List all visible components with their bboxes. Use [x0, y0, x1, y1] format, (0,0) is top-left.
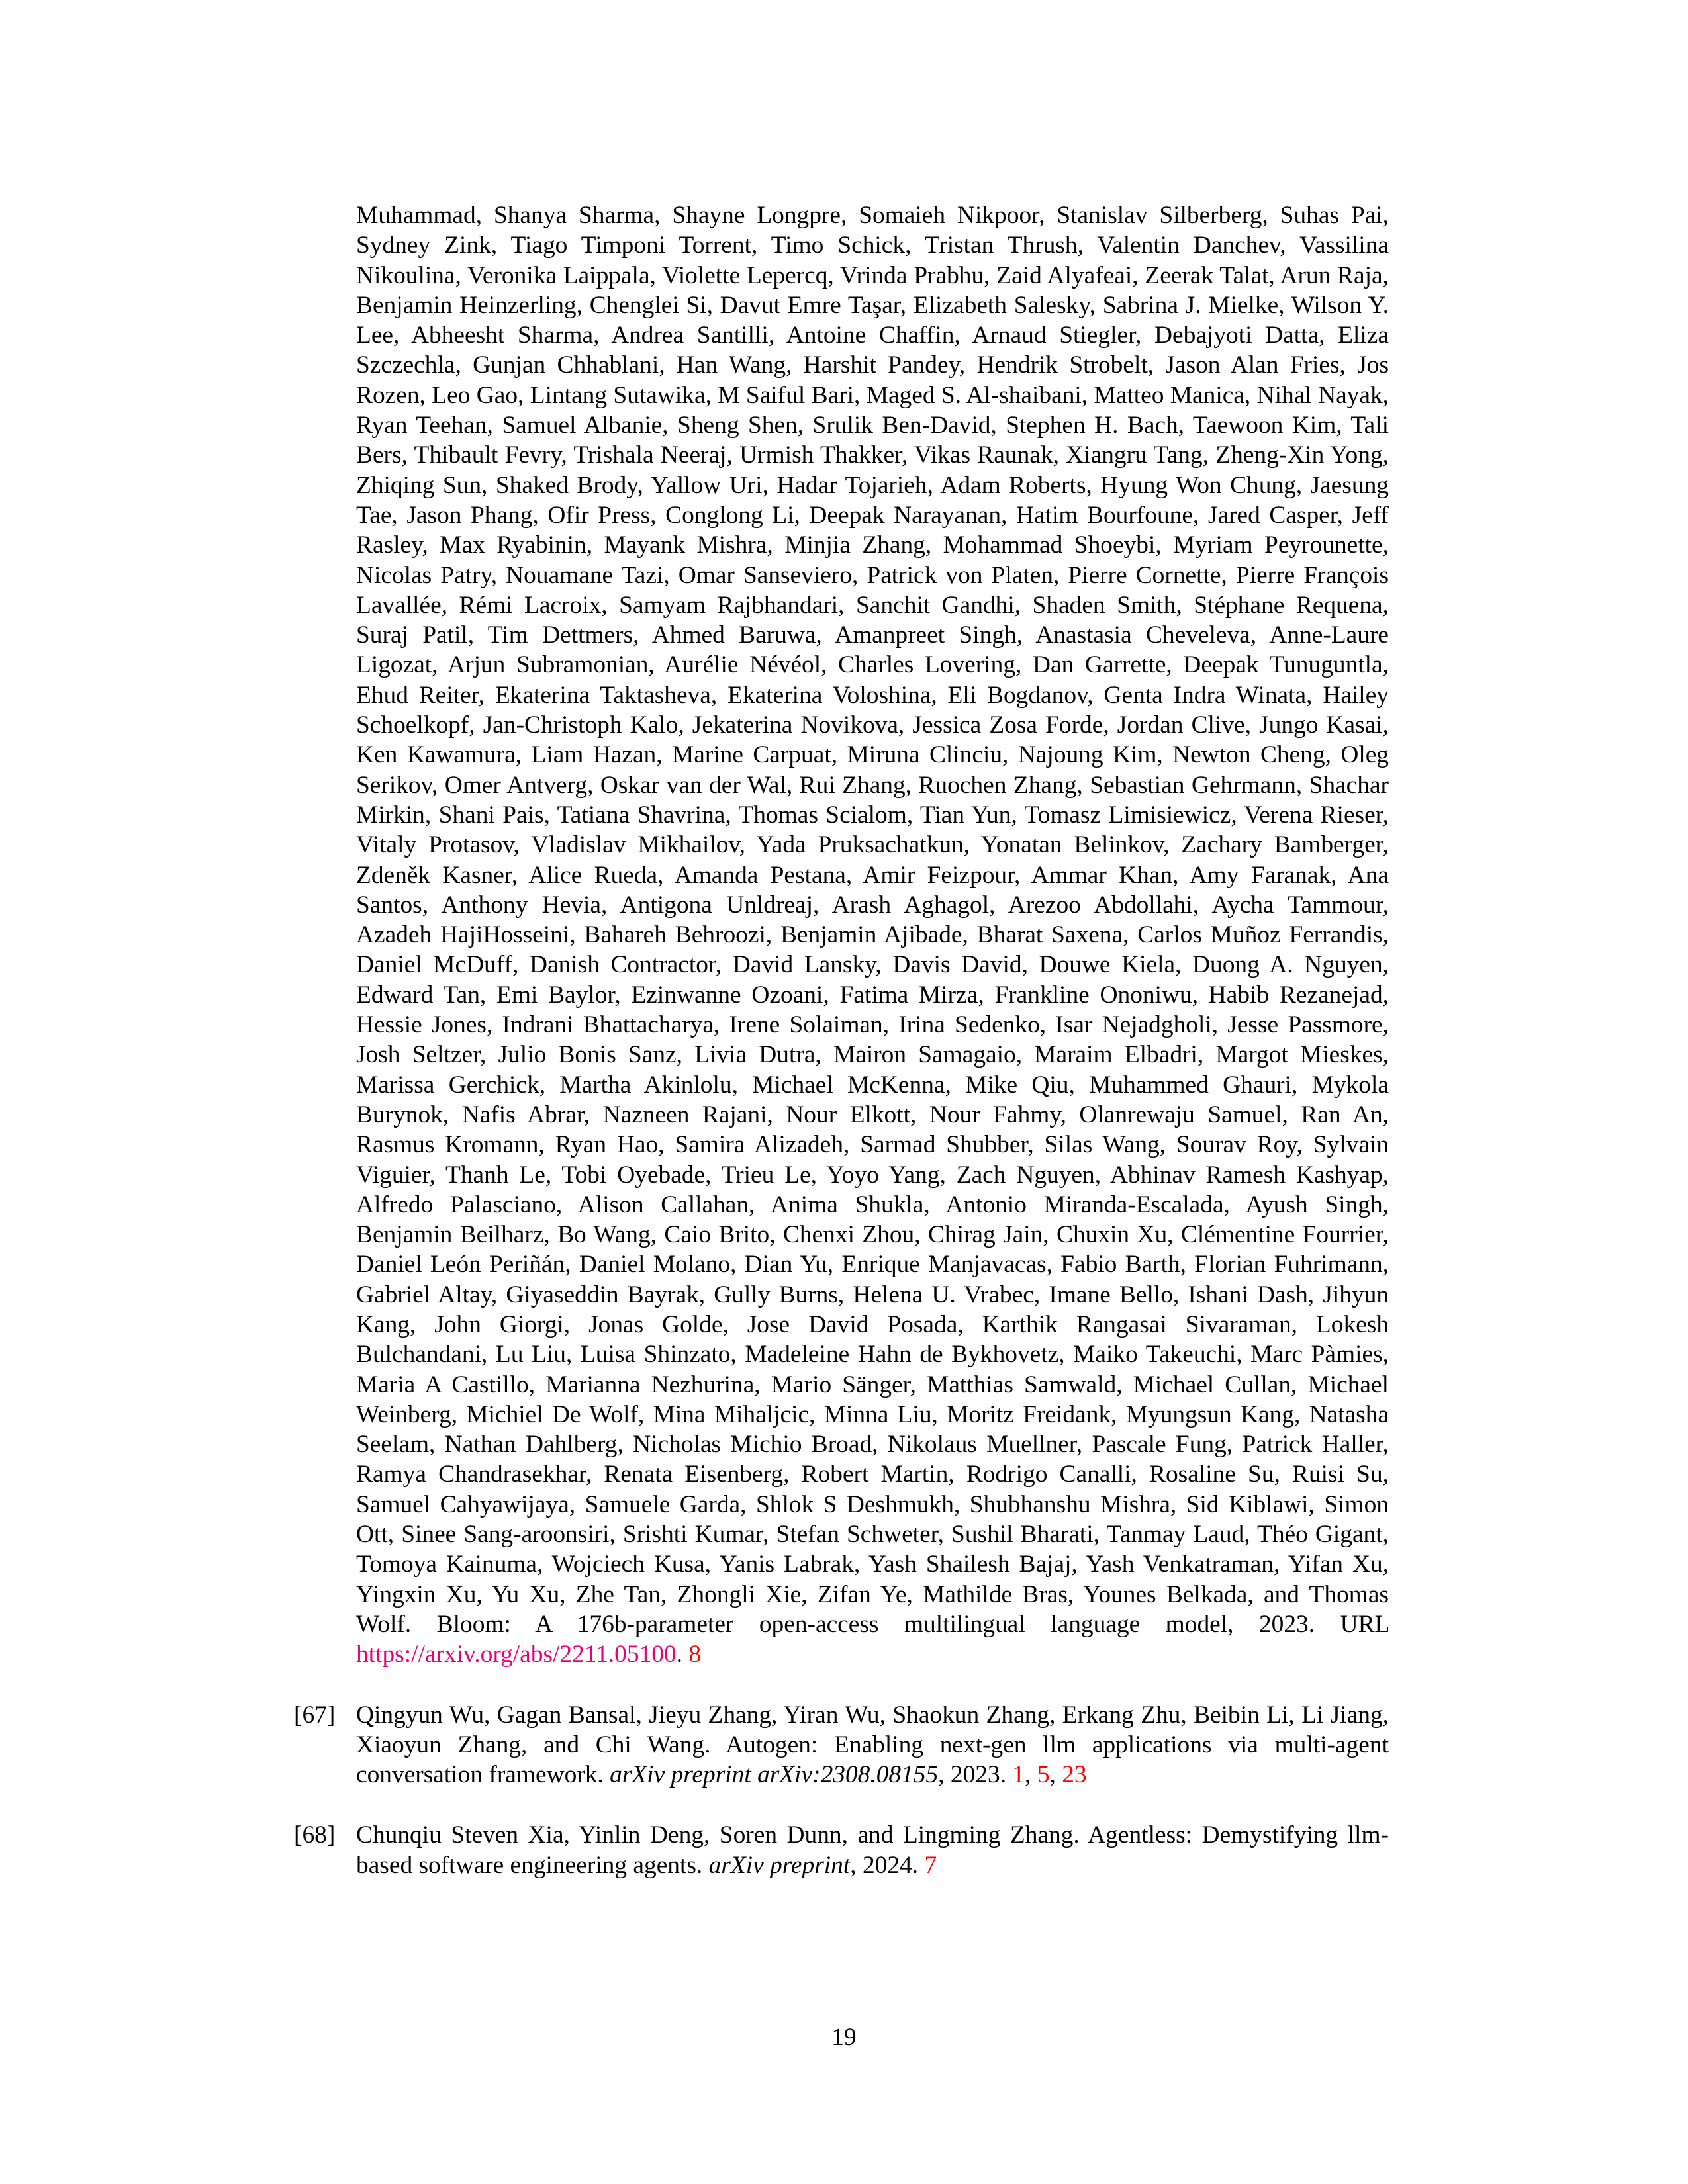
reference-68: [68] Chunqiu Steven Xia, Yinlin Deng, Soren Dunn, and Lingming Zhang. Agentless: Demystifying llm-based software engineering agents. arXiv preprint, 2024. 7	[294, 1821, 1389, 1879]
reference-number: [67]	[294, 1701, 336, 1729]
reference-title: Autogen: Enabling next-gen llm applications via multi-agent conversation framework.	[356, 1731, 1389, 1789]
reference-authors: Muhammad, Shanya Sharma, Shayne Longpre, Somaieh Nikpoor, Stanislav Silberberg, Suhas Pai, Sydney Zink, Tiago Timponi Torrent, Timo Schick, Tristan Thrush, Valentin Danchev, Vassilina Nikoulina, Veronika Laippala, Violette Lepercq, Vrinda Prabhu, Zaid Alyafeai, Zeerak Talat, Arun Raja, Benjamin Heinzerling, Chenglei Si, Davut Emre Taşar, Elizabeth Salesky, Sabrina J. Mielke, Wilson Y. Lee, Abheesht Sharma, Andrea Santilli, Antoine Chaffin, Arnaud Stiegler, Debajyoti Datta, Eliza Szczechla, Gunjan Chhablani, Han Wang, Harshit Pandey, Hendrik Strobelt, Jason Alan Fries, Jos Rozen, Leo Gao, Lintang Sutawika, M Saiful Bari, Maged S. Al-shaibani, Matteo Manica, Nihal Nayak, Ryan Teehan, Samuel Albanie, Sheng Shen, Srulik Ben-David, Stephen H. Bach, Taewoon Kim, Tali Bers, Thibault Fevry, Trishala Neeraj, Urmish Thakker, Vikas Raunak, Xiangru Tang, Zheng-Xin Yong, Zhiqing Sun, Shaked Brody, Yallow Uri, Hadar Tojarieh, Adam Roberts, Hyung Won Chung, Jaesung Tae, Jason Phang, Ofir Press, Conglong Li, Deepak Narayanan, Hatim Bourfoune, Jared Casper, Jeff Rasley, Max Ryabinin, Mayank Mishra, Minjia Zhang, Mohammad Shoeybi, Myriam Peyrounette, Nicolas Patry, Nouamane Tazi, Omar Sanseviero, Patrick von Platen, Pierre Cornette, Pierre François Lavallée, Rémi Lacroix, Samyam Rajbhandari, Sanchit Gandhi, Shaden Smith, Stéphane Requena, Suraj Patil, Tim Dettmers, Ahmed Baruwa, Amanpreet Singh, Anastasia Cheveleva, Anne-Laure Ligozat, Arjun Subramonian, Aurélie Névéol, Charles Lovering, Dan Garrette, Deepak Tunuguntla, Ehud Reiter, Ekaterina Taktasheva, Ekaterina Voloshina, Eli Bogdanov, Genta Indra Winata, Hailey Schoelkopf, Jan-Christoph Kalo, Jekaterina Novikova, Jessica Zosa Forde, Jordan Clive, Jungo Kasai, Ken Kawamura, Liam Hazan, Marine Carpuat, Miruna Clinciu, Najoung Kim, Newton Cheng, Oleg Serikov, Omer Antverg, Oskar van der Wal, Rui Zhang, Ruochen Zhang, Sebastian Gehrmann, Shachar Mirkin, Shani Pais, Tatiana Shavrina, Thomas Scialom, Tian Yun, Tomasz Limisiewicz, Verena Rieser, Vitaly Protasov, Vladislav Mikhailov, Yada Pruksachatkun, Yonatan Belinkov, Zachary Bamberger, Zdeněk Kasner, Alice Rueda, Amanda Pestana, Amir Feizpour, Ammar Khan, Amy Faranak, Ana Santos, Anthony Hevia, Antigona Unldreaj, Arash Aghagol, Arezoo Abdollahi, Aycha Tammour, Azadeh HajiHosseini, Bahareh Behroozi, Benjamin Ajibade, Bharat Saxena, Carlos Muñoz Ferrandis, Daniel McDuff, Danish Contractor, David Lansky, Davis David, Douwe Kiela, Duong A. Nguyen, Edward Tan, Emi Baylor, Ezinwanne Ozoani, Fatima Mirza, Frankline Ononiwu, Habib Rezanejad, Hessie Jones, Indrani Bhattacharya, Irene Solaiman, Irina Sedenko, Isar Nejadgholi, Jesse Passmore, Josh Seltzer, Julio Bonis Sanz, Livia Dutra, Mairon Samagaio, Maraim Elbadri, Margot Mieskes, Marissa Gerchick, Martha Akinlolu, Michael McKenna, Mike Qiu, Muhammed Ghauri, Mykola Burynok, Nafis Abrar, Nazneen Rajani, Nour Elkott, Nour Fahmy, Olanrewaju Samuel, Ran An, Rasmus Kromann, Ryan Hao, Samira Alizadeh, Sarmad Shubber, Silas Wang, Sourav Roy, Sylvain Viguier, Thanh Le, Tobi Oyebade, Trieu Le, Yoyo Yang, Zach Nguyen, Abhinav Ramesh Kashyap, Alfredo Palasciano, Alison Callahan, Anima Shukla, Antonio Miranda-Escalada, Ayush Singh, Benjamin Beilharz, Bo Wang, Caio Brito, Chenxi Zhou, Chirag Jain, Chuxin Xu, Clémentine Fourrier, Daniel León Periñán, Daniel Molano, Dian Yu, Enrique Manjavacas, Fabio Barth, Florian Fuhrimann, Gabriel Altay, Giyaseddin Bayrak, Gully Burns, Helena U. Vrabec, Imane Bello, Ishani Dash, Jihyun Kang, John Giorgi, Jonas Golde, Jose David Posada, Karthik Rangasai Sivaraman, Lokesh Bulchandani, Lu Liu, Luisa Shinzato, Madeleine Hahn de Bykhovetz, Maiko Takeuchi, Marc Pàmies, Maria A Castillo, Marianna Nezhurina, Mario Sänger, Matthias Samwald, Michael Cullan, Michael Weinberg, Michiel De Wolf, Mina Mihaljcic, Minna Liu, Moritz Freidank, Myungsun Kang, Natasha Seelam, Nathan Dahlberg, Nicholas Michio Broad, Nikolaus Muellner, Pascale Fung, Patrick Haller, Ramya Chandrasekhar, Renata Eisenberg, Robert Martin, Rodrigo Canalli, Rosaline Su, Ruisi Su, Samuel Cahyawijaya, Samuele Garda, Shlok S Deshmukh, Shubhanshu Mishra, Sid Kiblawi, Simon Ott, Sinee Sang-aroonsiri, Srishti Kumar, Stefan Schweter, Sushil Bharati, Tanmay Laud, Théo Gigant, Tomoya Kainuma, Wojciech Kusa, Yanis Labrak, Yash Shailesh Bajaj, Yash Venkatraman, Yifan Xu, Yingxin Xu, Yu Xu, Zhe Tan, Zhongli Xie, Zifan Ye, Mathilde Bras, Younes Belkada, and Thomas Wolf.	[356, 202, 1389, 1638]
reference-authors: Chunqiu Steven Xia, Yinlin Deng, Soren Dunn, and Lingming Zhang.	[356, 1821, 1080, 1849]
reference-year: 2023.	[950, 1761, 1007, 1789]
back-reference-link[interactable]: 8	[688, 1641, 702, 1668]
reference-list	[294, 201, 1389, 1880]
reference-number: [68]	[294, 1821, 336, 1849]
back-reference-link[interactable]: 23	[1062, 1761, 1087, 1789]
reference-67: [67] Qingyun Wu, Gagan Bansal, Jieyu Zhang, Yiran Wu, Shaokun Zhang, Erkang Zhu, Beibin Li, Li Jiang, Xiaoyun Zhang, and Chi Wang. Autogen: Enabling next-gen llm applications via multi-agent conversation framework. arXiv preprint arXiv:2308.08155, 2023. 1, 5, 23	[294, 1701, 1389, 1789]
back-reference-link[interactable]: 1	[1012, 1761, 1025, 1789]
url-label: URL	[1340, 1610, 1389, 1638]
reference-title: Agentless: Demystifying llm-based software engineering agents.	[356, 1821, 1389, 1879]
reference-venue: arXiv preprint	[708, 1851, 851, 1879]
reference-year: 2024.	[862, 1851, 919, 1879]
reference-venue: arXiv preprint arXiv:2308.08155	[610, 1761, 939, 1789]
back-reference-link[interactable]: 7	[924, 1851, 937, 1879]
reference-authors: Qingyun Wu, Gagan Bansal, Jieyu Zhang, Yiran Wu, Shaokun Zhang, Erkang Zhu, Beibin Li, Li Jiang, Xiaoyun Zhang, and Chi Wang.	[356, 1701, 1389, 1758]
reference-url-link[interactable]: https://arxiv.org/abs/2211.05100	[356, 1641, 677, 1668]
page-number: 19	[831, 2024, 857, 2051]
back-reference-link[interactable]: 5	[1037, 1761, 1050, 1789]
reference-66-continuation: Muhammad, Shanya Sharma, Shayne Longpre, Somaieh Nikpoor, Stanislav Silberberg, Suhas Pai, Sydney Zink, Tiago Timponi Torrent, Timo Schick, Tristan Thrush, Valentin Danchev, Vassilina Nikoulina, Veronika Laippala, Violette Lepercq, Vrinda Prabhu, Zaid Alyafeai, Zeerak Talat, Arun Raja, Benjamin Heinzerling, Chenglei Si, Davut Emre Taşar, Elizabeth Salesky, Sabrina J. Mielke, Wilson Y. Lee, Abheesht Sharma, Andrea Santilli, Antoine Chaffin, Arnaud Stiegler, Debajyoti Datta, Eliza Szczechla, Gunjan Chhablani, Han Wang, Harshit Pandey, Hendrik Strobelt, Jason Alan Fries, Jos Rozen, Leo Gao, Lintang Sutawika, M Saiful Bari, Maged S. Al-shaibani, Matteo Manica, Nihal Nayak, Ryan Teehan, Samuel Albanie, Sheng Shen, Srulik Ben-David, Stephen H. Bach, Taewoon Kim, Tali Bers, Thibault Fevry, Trishala Neeraj, Urmish Thakker, Vikas Raunak, Xiangru Tang, Zheng-Xin Yong, Zhiqing Sun, Shaked Brody, Yallow Uri, Hadar Tojarieh, Adam Roberts, Hyung Won Chung, Jaesung Tae, Jason Phang, Ofir Press, Conglong Li, Deepak Narayanan, Hatim Bourfoune, Jared Casper, Jeff Rasley, Max Ryabinin, Mayank Mishra, Minjia Zhang, Mohammad Shoeybi, Myriam Peyrounette, Nicolas Patry, Nouamane Tazi, Omar Sanseviero, Patrick von Platen, Pierre Cornette, Pierre François Lavallée, Rémi Lacroix, Samyam Rajbhandari, Sanchit Gandhi, Shaden Smith, Stéphane Requena, Suraj Patil, Tim Dettmers, Ahmed Baruwa, Amanpreet Singh, Anastasia Cheveleva, Anne-Laure Ligozat, Arjun Subramonian, Aurélie Névéol, Charles Lovering, Dan Garrette, Deepak Tunuguntla, Ehud Reiter, Ekaterina Taktasheva, Ekaterina Voloshina, Eli Bogdanov, Genta Indra Winata, Hailey Schoelkopf, Jan-Christoph Kalo, Jekaterina Novikova, Jessica Zosa Forde, Jordan Clive, Jungo Kasai, Ken Kawamura, Liam Hazan, Marine Carpuat, Miruna Clinciu, Najoung Kim, Newton Cheng, Oleg Serikov, Omer Antverg, Oskar van der Wal, Rui Zhang, Ruochen Zhang, Sebastian Gehrmann, Shachar Mirkin, Shani Pais, Tatiana Shavrina, Thomas Scialom, Tian Yun, Tomasz Limisiewicz, Verena Rieser, Vitaly Protasov, Vladislav Mikhailov, Yada Pruksachatkun, Yonatan Belinkov, Zachary Bamberger, Zdeněk Kasner, Alice Rueda, Amanda Pestana, Amir Feizpour, Ammar Khan, Amy Faranak, Ana Santos, Anthony Hevia, Antigona Unldreaj, Arash Aghagol, Arezoo Abdollahi, Aycha Tammour, Azadeh HajiHosseini, Bahareh Behroozi, Benjamin Ajibade, Bharat Saxena, Carlos Muñoz Ferrandis, Daniel McDuff, Danish Contractor, David Lansky, Davis David, Douwe Kiela, Duong A. Nguyen, Edward Tan, Emi Baylor, Ezinwanne Ozoani, Fatima Mirza, Frankline Ononiwu, Habib Rezanejad, Hessie Jones, Indrani Bhattacharya, Irene Solaiman, Irina Sedenko, Isar Nejadgholi, Jesse Passmore, Josh Seltzer, Julio Bonis Sanz, Livia Dutra, Mairon Samagaio, Maraim Elbadri, Margot Mieskes, Marissa Gerchick, Martha Akinlolu, Michael McKenna, Mike Qiu, Muhammed Ghauri, Mykola Burynok, Nafis Abrar, Nazneen Rajani, Nour Elkott, Nour Fahmy, Olanrewaju Samuel, Ran An, Rasmus Kromann, Ryan Hao, Samira Alizadeh, Sarmad Shubber, Silas Wang, Sourav Roy, Sylvain Viguier, Thanh Le, Tobi Oyebade, Trieu Le, Yoyo Yang, Zach Nguyen, Abhinav Ramesh Kashyap, Alfredo Palasciano, Alison Callahan, Anima Shukla, Antonio Miranda-Escalada, Ayush Singh, Benjamin Beilharz, Bo Wang, Caio Brito, Chenxi Zhou, Chirag Jain, Chuxin Xu, Clémentine Fourrier, Daniel León Periñán, Daniel Molano, Dian Yu, Enrique Manjavacas, Fabio Barth, Florian Fuhrimann, Gabriel Altay, Giyaseddin Bayrak, Gully Burns, Helena U. Vrabec, Imane Bello, Ishani Dash, Jihyun Kang, John Giorgi, Jonas Golde, Jose David Posada, Karthik Rangasai Sivaraman, Lokesh Bulchandani, Lu Liu, Luisa Shinzato, Madeleine Hahn de Bykhovetz, Maiko Takeuchi, Marc Pàmies, Maria A Castillo, Marianna Nezhurina, Mario Sänger, Matthias Samwald, Michael Cullan, Michael Weinberg, Michiel De Wolf, Mina Mihaljcic, Minna Liu, Moritz Freidank, Myungsun Kang, Natasha Seelam, Nathan Dahlberg, Nicholas Michio Broad, Nikolaus Muellner, Pascale Fung, Patrick Haller, Ramya Chandrasekhar, Renata Eisenberg, Robert Martin, Rodrigo Canalli, Rosaline Su, Ruisi Su, Samuel Cahyawijaya, Samuele Garda, Shlok S Deshmukh, Shubhanshu Mishra, Sid Kiblawi, Simon Ott, Sinee Sang-aroonsiri, Srishti Kumar, Stefan Schweter, Sushil Bharati, Tanmay Laud, Théo Gigant, Tomoya Kainuma, Wojciech Kusa, Yanis Labrak, Yash Shailesh Bajaj, Yash Venkatraman, Yifan Xu, Yingxin Xu, Yu Xu, Zhe Tan, Zhongli Xie, Zifan Ye, Mathilde Bras, Younes Belkada, and Thomas Wolf. Bloom: A 176b-parameter open-access multilingual language model, 2023. URL https://arxiv.org/abs/2211.05100. 8	[356, 202, 1389, 1668]
reference-title: Bloom: A 176b-parameter open-access multilingual language model, 2023.	[436, 1610, 1315, 1638]
